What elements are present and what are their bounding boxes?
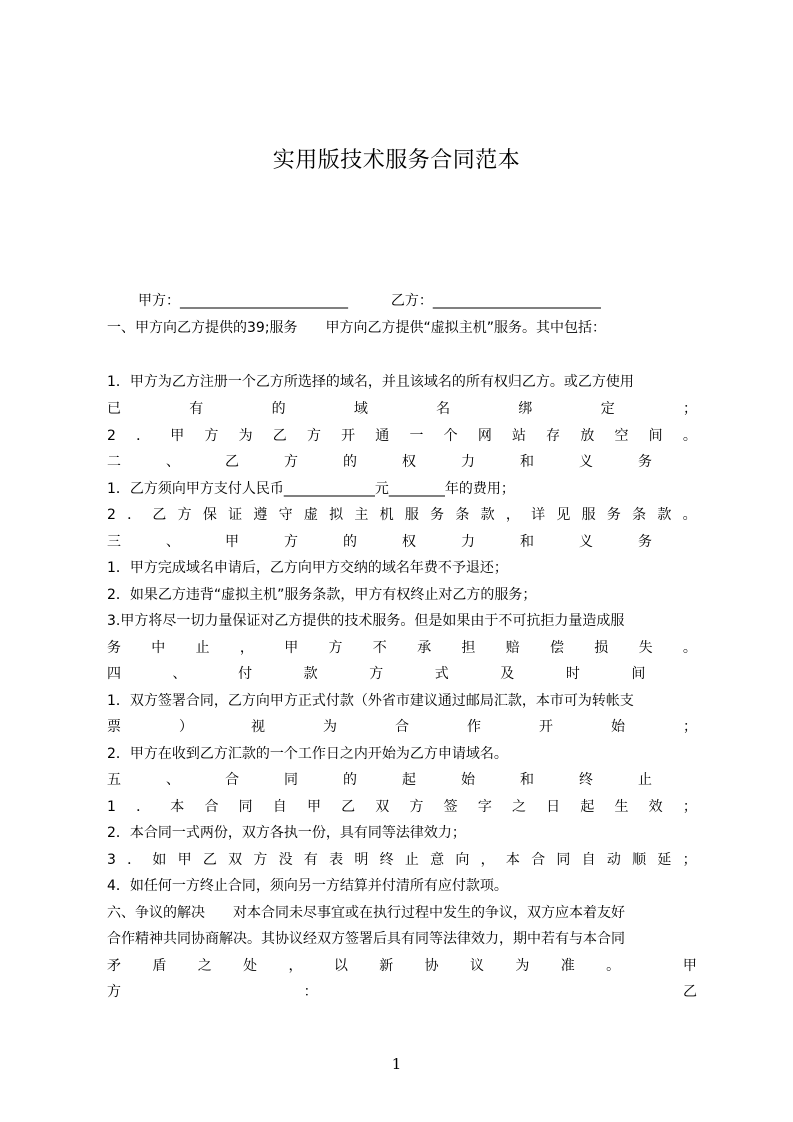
- clause-1-2: [107, 424, 697, 450]
- char: 甲: [177, 852, 192, 868]
- char: ．: [127, 852, 142, 868]
- char: 三: [107, 534, 121, 550]
- char: 日: [546, 799, 561, 815]
- char: 方: [253, 852, 268, 868]
- party-b-signature-blank: 乙方：________________________: [390, 293, 601, 309]
- clause-5-4: 4．如任何一方终止合同，须向另一方结算并付清所有应付款项。: [107, 878, 508, 894]
- char: 甲: [170, 428, 185, 444]
- char: 为: [323, 719, 337, 735]
- char: 2: [107, 507, 116, 523]
- char: 主: [354, 507, 369, 523]
- char: 动: [606, 852, 621, 868]
- clause-4-2: 2．甲方在收到乙方汇款的一个工作日之内开始为乙方申请域名。: [107, 746, 508, 762]
- char: 方: [328, 640, 343, 656]
- char: 网: [477, 428, 492, 444]
- char: 、: [172, 666, 187, 682]
- char: 。: [682, 640, 697, 656]
- char: 二: [107, 454, 121, 470]
- char: 双: [375, 799, 390, 815]
- char: 视: [251, 719, 265, 735]
- char: ．: [136, 799, 151, 815]
- char: ．: [136, 428, 151, 444]
- char: 为: [238, 428, 253, 444]
- char: 同: [238, 799, 253, 815]
- char: 偿: [549, 640, 564, 656]
- char: 签: [443, 799, 458, 815]
- char: 方: [306, 428, 321, 444]
- char: 保: [202, 507, 217, 523]
- char: 本: [170, 799, 185, 815]
- char: 如: [152, 852, 167, 868]
- char: 机: [379, 507, 394, 523]
- char: 。: [682, 507, 697, 523]
- char: 起: [402, 772, 416, 788]
- char: 起: [580, 799, 595, 815]
- char: 式: [434, 666, 449, 682]
- char: 间: [631, 666, 646, 682]
- char: ，: [288, 958, 303, 974]
- char: 间: [648, 428, 663, 444]
- char: 自: [581, 852, 596, 868]
- clause-5-2: 2．本合同一式两份，双方各执一份，具有同等法律效力；: [107, 825, 466, 841]
- char: 。: [606, 958, 621, 974]
- char: 通: [375, 428, 390, 444]
- char: 合: [204, 799, 219, 815]
- char: 定: [600, 401, 615, 417]
- char: 乙: [682, 984, 697, 1000]
- char: 明: [354, 852, 369, 868]
- char: 力: [461, 534, 475, 550]
- char: 乙: [341, 799, 356, 815]
- char: 延: [657, 852, 672, 868]
- char: 止: [195, 640, 210, 656]
- char: 款: [657, 507, 672, 523]
- char: 服: [404, 507, 419, 523]
- char: 止: [638, 772, 652, 788]
- char: 守: [278, 507, 293, 523]
- char: 承: [417, 640, 432, 656]
- char: 方: [409, 799, 424, 815]
- section-6-body-cont: [107, 954, 697, 980]
- char: 甲: [306, 799, 321, 815]
- char: ；: [682, 401, 697, 417]
- char: 、: [166, 534, 180, 550]
- char: 和: [520, 534, 534, 550]
- clause-4-1-cont: [107, 715, 697, 741]
- char: 作: [467, 719, 481, 735]
- char: 空: [614, 428, 629, 444]
- char: 终: [379, 852, 394, 868]
- char: 条: [455, 507, 470, 523]
- char: 合: [225, 772, 239, 788]
- char: ．: [127, 507, 142, 523]
- char: 的: [343, 454, 357, 470]
- char: 协: [424, 958, 439, 974]
- char: 款: [480, 507, 495, 523]
- char: 有: [303, 852, 318, 868]
- char: 为: [515, 958, 530, 974]
- char: ；: [682, 799, 697, 815]
- char: 付: [238, 666, 253, 682]
- char: 务: [638, 454, 652, 470]
- char: 不: [372, 640, 387, 656]
- clause-1-1: 1．甲方为乙方注册一个乙方所选择的域名，并且该域名的所有权归乙方。或乙方使用: [107, 374, 634, 390]
- char: 顺: [632, 852, 647, 868]
- char: 乙: [202, 852, 217, 868]
- char: 的: [343, 772, 357, 788]
- char: 务: [430, 507, 445, 523]
- char: 开: [539, 719, 553, 735]
- char: 个: [443, 428, 458, 444]
- section-2-heading: [107, 450, 697, 476]
- char: 时: [565, 666, 580, 682]
- char: 方: [284, 534, 298, 550]
- char: 甲: [284, 640, 299, 656]
- char: 生: [614, 799, 629, 815]
- char: 盾: [152, 958, 167, 974]
- char: 甲: [225, 534, 239, 550]
- char: 甲: [682, 958, 697, 974]
- document-title: 实用版技术服务合同范本: [272, 148, 521, 173]
- char: 及: [500, 666, 515, 682]
- char: 向: [455, 852, 470, 868]
- char: 、: [166, 454, 180, 470]
- char: 议: [470, 958, 484, 974]
- char: 意: [430, 852, 445, 868]
- char: 放: [580, 428, 595, 444]
- char: 和: [520, 772, 534, 788]
- clause-3-2: 2．如果乙方违背“虚拟主机”服务条款，甲方有权终止对乙方的服务；: [107, 587, 537, 603]
- clause-3-3: 3.甲方将尽一切力量保证对乙方提供的技术服务。但是如果由于不可抗拒力量造成服: [107, 613, 625, 629]
- char: 存: [546, 428, 561, 444]
- char: 中: [151, 640, 166, 656]
- char: 矛: [107, 958, 121, 974]
- char: 同: [556, 852, 571, 868]
- char: 义: [579, 454, 593, 470]
- char: 服: [581, 507, 596, 523]
- char: 有: [189, 401, 204, 417]
- char: 本: [505, 852, 520, 868]
- char: 之: [511, 799, 526, 815]
- clause-5-1: [107, 795, 697, 821]
- clause-1-1-cont: [107, 397, 697, 423]
- char: 的: [271, 401, 286, 417]
- char: 和: [520, 454, 534, 470]
- party-line: [138, 289, 698, 315]
- char: ；: [682, 852, 697, 868]
- char: 拟: [329, 507, 344, 523]
- char: 力: [461, 454, 475, 470]
- char: 始: [461, 772, 475, 788]
- char: 乙: [272, 428, 287, 444]
- party-a-signature-blank: 甲方：________________________: [138, 293, 348, 309]
- char: 务: [606, 507, 621, 523]
- char: 条: [632, 507, 647, 523]
- char: 方: [204, 428, 219, 444]
- clause-5-3: [107, 848, 697, 874]
- clause-3-1: 1．甲方完成域名申请后，乙方向甲方交纳的域名年费不予退还；: [107, 560, 508, 576]
- page-number: 1: [391, 1055, 402, 1073]
- char: 之: [197, 958, 212, 974]
- char: 方: [177, 507, 192, 523]
- char: 证: [228, 507, 243, 523]
- char: 乙: [152, 507, 167, 523]
- char: 终: [579, 772, 593, 788]
- char: 担: [461, 640, 476, 656]
- char: 款: [303, 666, 318, 682]
- char: 权: [402, 534, 416, 550]
- section-6-heading: 六、争议的解决 对本合同未尽事宜或在执行过程中发生的争议，双方应本着友好: [107, 905, 625, 921]
- char: 没: [278, 852, 293, 868]
- char: 权: [402, 454, 416, 470]
- char: 务: [638, 534, 652, 550]
- section-4-heading: [107, 662, 697, 688]
- char: 表: [329, 852, 344, 868]
- char: 准: [560, 958, 575, 974]
- char: 3: [107, 852, 116, 868]
- char: 、: [166, 772, 180, 788]
- char: 效: [648, 799, 663, 815]
- char: 双: [228, 852, 243, 868]
- char: 赔: [505, 640, 520, 656]
- section-1-heading: 一、甲方向乙方提供的39;服务 甲方向乙方提供“虚拟主机”服务。其中包括：: [107, 320, 607, 336]
- char: 以: [333, 958, 348, 974]
- char: 合: [395, 719, 409, 735]
- clause-3-3-cont: [107, 636, 697, 662]
- char: 详: [531, 507, 546, 523]
- char: 。: [682, 428, 697, 444]
- char: 绑: [518, 401, 533, 417]
- char: 始: [611, 719, 625, 735]
- char: 四: [107, 666, 121, 682]
- char: 遵: [253, 507, 268, 523]
- clause-4-1: 1．双方签署合同，乙方向甲方正式付款（外省市建议通过邮局汇款，本市可为转帐支: [107, 693, 634, 709]
- char: 务: [107, 640, 121, 656]
- char: 方: [369, 666, 384, 682]
- char: 开: [341, 428, 356, 444]
- char: 域: [353, 401, 368, 417]
- char: 损: [594, 640, 609, 656]
- section-5-heading: [107, 768, 697, 794]
- char: 自: [272, 799, 287, 815]
- char: 方: [284, 454, 298, 470]
- char: 方: [107, 984, 121, 1000]
- char: 乙: [225, 454, 239, 470]
- char: ，: [505, 507, 520, 523]
- char: 站: [511, 428, 526, 444]
- char: 1: [107, 799, 116, 815]
- char: 合: [531, 852, 546, 868]
- char: 虚: [303, 507, 318, 523]
- section-3-heading: [107, 530, 697, 556]
- section-6-body: 合作精神共同协商解决。其协议经双方签署后具有同等法律效力，期中若有与本合同: [107, 931, 625, 947]
- char: 的: [343, 534, 357, 550]
- char: 义: [579, 534, 593, 550]
- char: 处: [243, 958, 258, 974]
- char: ，: [239, 640, 254, 656]
- char: ：: [303, 984, 318, 1000]
- signature-line: [107, 980, 697, 1006]
- char: 见: [556, 507, 571, 523]
- char: ）: [179, 719, 193, 735]
- char: 2: [107, 428, 116, 444]
- clause-2-2: [107, 503, 697, 529]
- clause-2-1: 1．乙方须向甲方支付人民币_____________元________年的费用；: [107, 481, 515, 497]
- char: 票: [107, 719, 121, 735]
- char: 同: [284, 772, 298, 788]
- char: 已: [107, 401, 121, 417]
- char: 新: [379, 958, 394, 974]
- char: 五: [107, 772, 121, 788]
- char: 字: [477, 799, 492, 815]
- char: 失: [638, 640, 653, 656]
- char: 止: [404, 852, 419, 868]
- char: 一: [409, 428, 424, 444]
- char: ，: [480, 852, 495, 868]
- char: 名: [436, 401, 451, 417]
- char: ；: [683, 719, 697, 735]
